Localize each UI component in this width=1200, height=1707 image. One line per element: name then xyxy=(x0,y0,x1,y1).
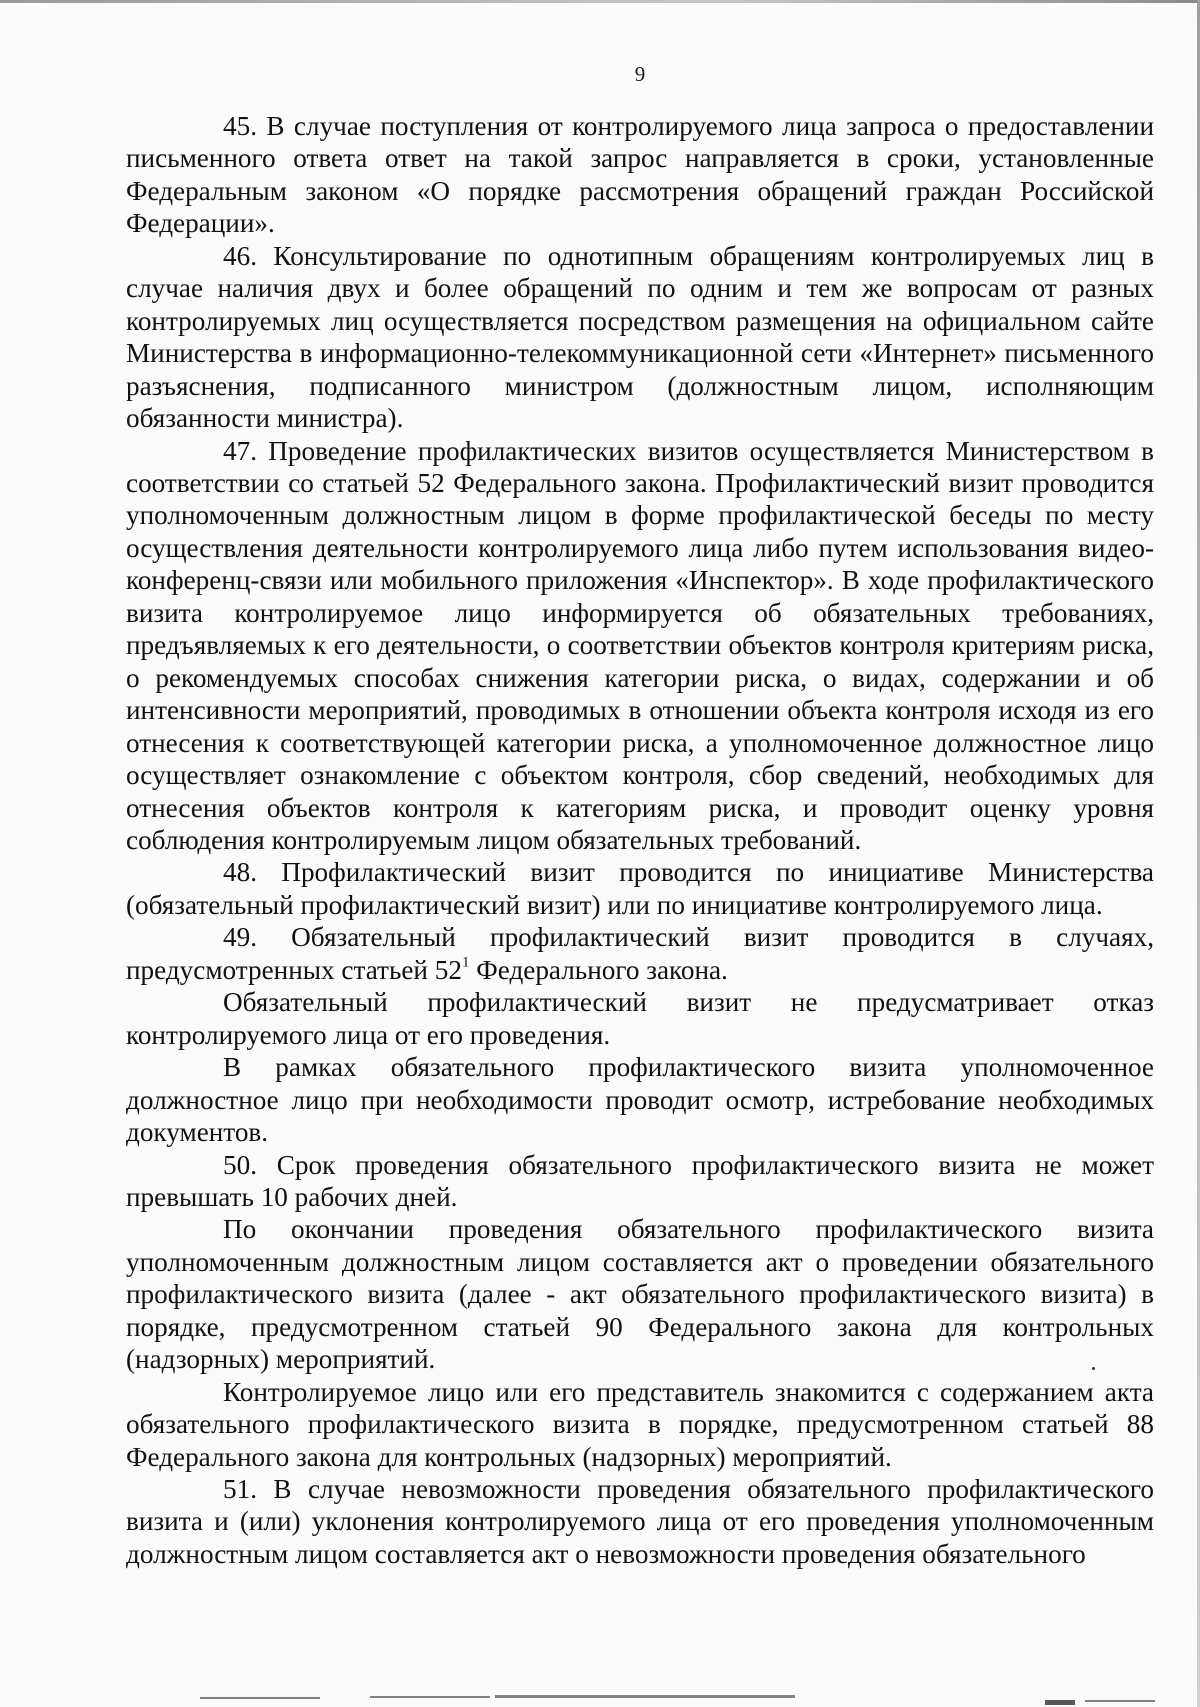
paragraph-46: 46. Консультирование по однотипным обращениям контролируемых лиц в случае наличия двух и более обращений по одним и тем же вопросам от разных контролируемых лиц осуществляется посредством размещения на официальном сайте Министерства в информационно-телекоммуникационной сети «Интернет» письменного разъяснения, подписанного министром (должностным лицом, исполняющим обязанности министра). xyxy=(126,240,1154,434)
paragraph-49-scope: В рамках обязательного профилактического визита уполномоченное должностное лицо при необходимости проводит осмотр, истребование необходимых документов. xyxy=(126,1052,1154,1148)
paragraph-50: 50. Срок проведения обязательного профилактического визита не может превышать 10 рабочих дней. xyxy=(126,1149,1154,1212)
paragraph-49 xyxy=(126,921,1154,986)
scan-streak xyxy=(1085,1700,1155,1702)
paragraph-45: 45. В случае поступления от контролируемого лица запроса о предоставлении письменного ответа ответ на такой запрос направляется в сроки, установленные Федеральным законом «О порядке рассмотрения обращений граждан Российской Федерации». xyxy=(126,111,1154,239)
scan-speck xyxy=(1092,1367,1095,1370)
document-body xyxy=(126,110,1154,1570)
scan-streak xyxy=(200,1697,320,1699)
paragraph-49-refusal: Обязательный профилактический визит не предусматривает отказ контролируемого лица от его проведения. xyxy=(126,987,1154,1050)
paragraph-48: 48. Профилактический визит проводится по инициативе Министерства (обязательный профилактический визит) или по инициативе контролируемого лица. xyxy=(126,857,1154,920)
paragraph-49-text: 49. Обязательный профилактический визит проводится в случаях, предусмотренных статьей 52 xyxy=(126,922,1154,985)
paragraph-49-tail: Федерального закона. xyxy=(469,954,728,985)
article-superscript: 1 xyxy=(461,954,470,971)
paragraph-50-act: По окончании проведения обязательного профилактического визита уполномоченным должностным лицом составляется акт о проведении обязательного профилактического визита (далее - акт обязательного профилактического визита) в порядке, предусмотренном статьей 90 Федерального закона для контрольных (надзорных) мероприятий. xyxy=(126,1214,1154,1375)
paragraph-51: 51. В случае невозможности проведения обязательного профилактического визита и (или) уклонения контролируемого лица от его проведения уполномоченным должностным лицом составляется акт о невозможности проведения обязательного xyxy=(126,1474,1154,1569)
scan-streak xyxy=(495,1695,795,1698)
page-number: 9 xyxy=(634,62,646,86)
paragraph-50-familiarization: Контролируемое лицо или его представитель знакомится с содержанием акта обязательного профилактического визита в порядке, предусмотренном статьей 88 Федерального закона для контрольных (надзорных) мероприятий. xyxy=(126,1376,1154,1472)
scan-edge-top xyxy=(0,0,1200,3)
scan-streak xyxy=(1045,1700,1075,1705)
scan-streak xyxy=(370,1696,490,1698)
paragraph-47: 47. Проведение профилактических визитов осуществляется Министерством в соответствии со статьей 52 Федерального закона. Профилактический визит проводится уполномоченным должностным лицом в форме профилактической беседы по месту осуществления деятельности контролируемого лица либо путем использования видеоконференц-связи или мобильного приложения «Инспектор». В ходе профилактического визита контролируемое лицо информируется об обязательных требованиях, предъявляемых к его деятельности, о соответствии объектов контроля критериям риска, о рекомендуемых способах снижения категории риска, о видах, содержании и об интенсивности мероприятий, проводимых в отношении объекта контроля исходя из его отнесения к соответствующей категории риска, а уполномоченное должностное лицо осуществляет ознакомление с объектом контроля, сбор сведений, необходимых для отнесения объектов контроля к категориям риска, и проводит оценку уровня соблюдения контролируемым лицом обязательных требований. xyxy=(126,435,1154,855)
